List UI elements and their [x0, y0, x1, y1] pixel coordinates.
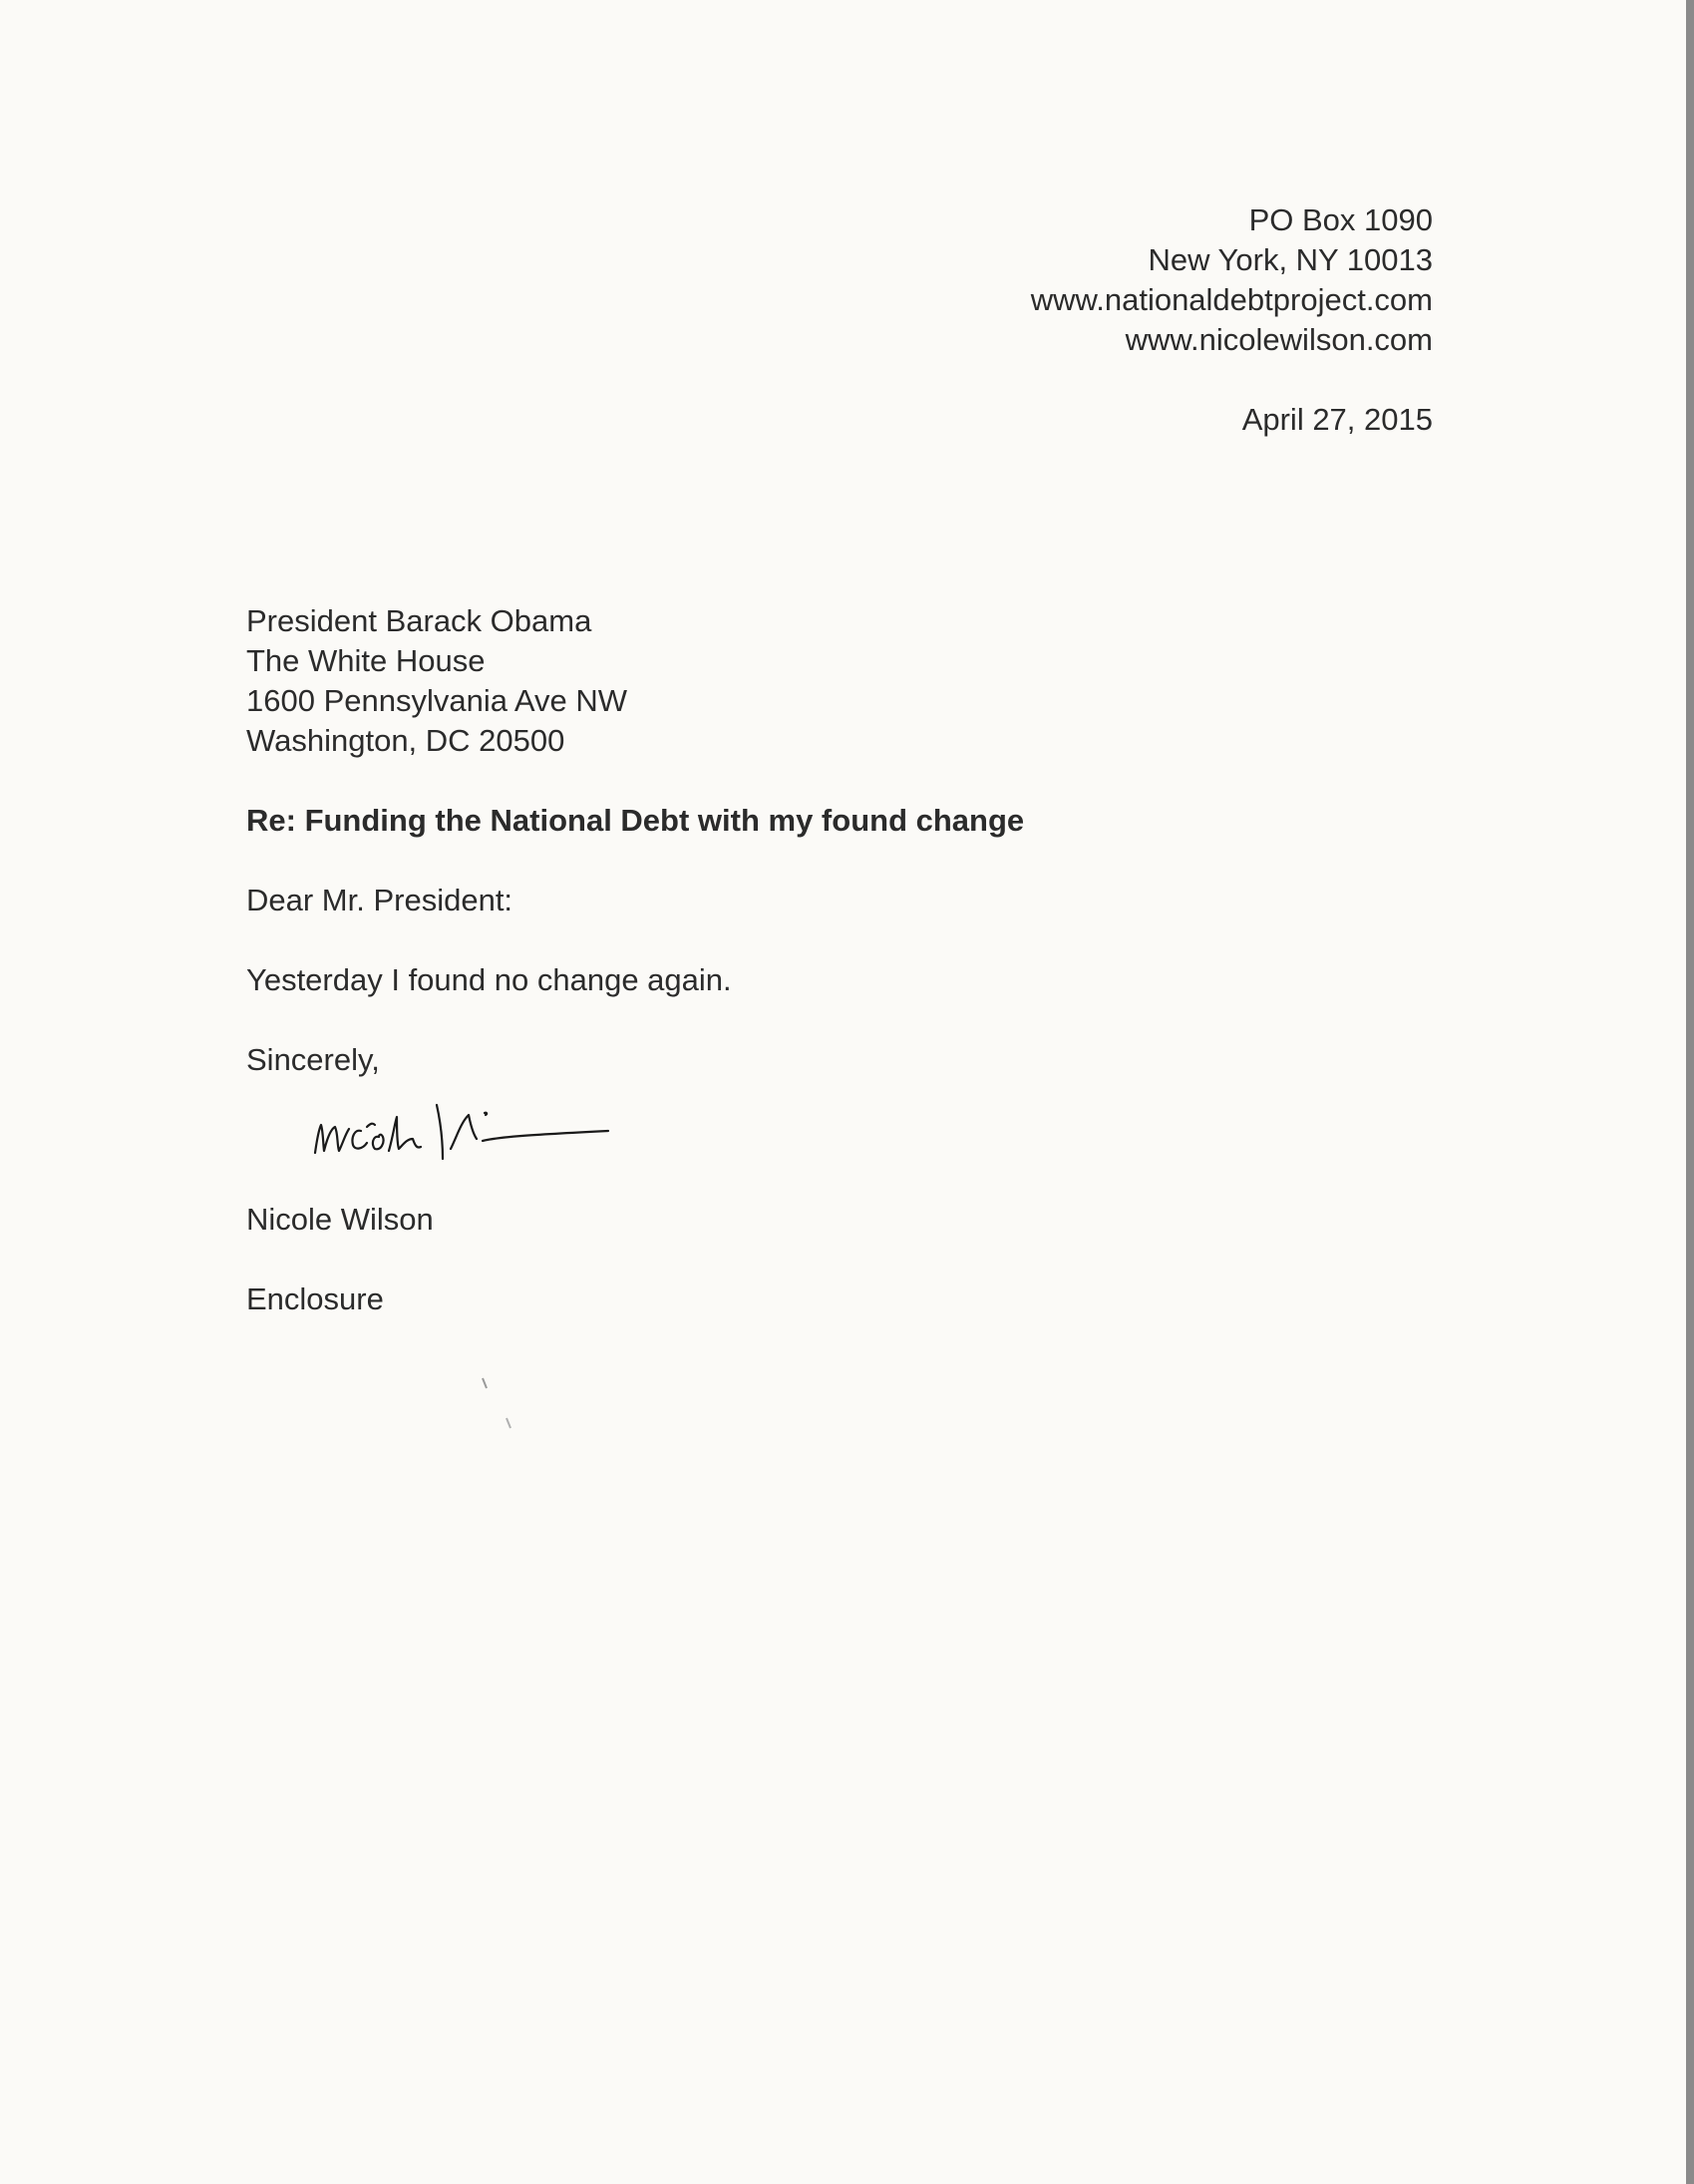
letter-body: Yesterday I found no change again. — [246, 962, 732, 997]
recipient-name: President Barack Obama — [246, 603, 592, 638]
handwritten-signature-icon — [309, 1059, 618, 1169]
recipient-line3: 1600 Pennsylvania Ave NW — [246, 683, 627, 718]
subject-line: Re: Funding the National Debt with my found change — [246, 803, 1025, 838]
scan-edge — [1686, 0, 1694, 2184]
letter-date: April 27, 2015 — [1241, 402, 1433, 437]
closing: Sincerely, — [246, 1042, 380, 1077]
enclosure-note: Enclosure — [246, 1281, 384, 1316]
paper-speck — [477, 1374, 516, 1434]
sender-website-2: www.nicolewilson.com — [1125, 322, 1433, 357]
recipient-line4: Washington, DC 20500 — [246, 723, 565, 758]
sender-address-line2: New York, NY 10013 — [1148, 242, 1433, 277]
signer-name: Nicole Wilson — [246, 1202, 434, 1237]
sender-address-line1: PO Box 1090 — [1248, 202, 1433, 237]
recipient-line2: The White House — [246, 643, 486, 678]
salutation: Dear Mr. President: — [246, 883, 513, 917]
sender-website-1: www.nationaldebtproject.com — [1030, 282, 1433, 317]
